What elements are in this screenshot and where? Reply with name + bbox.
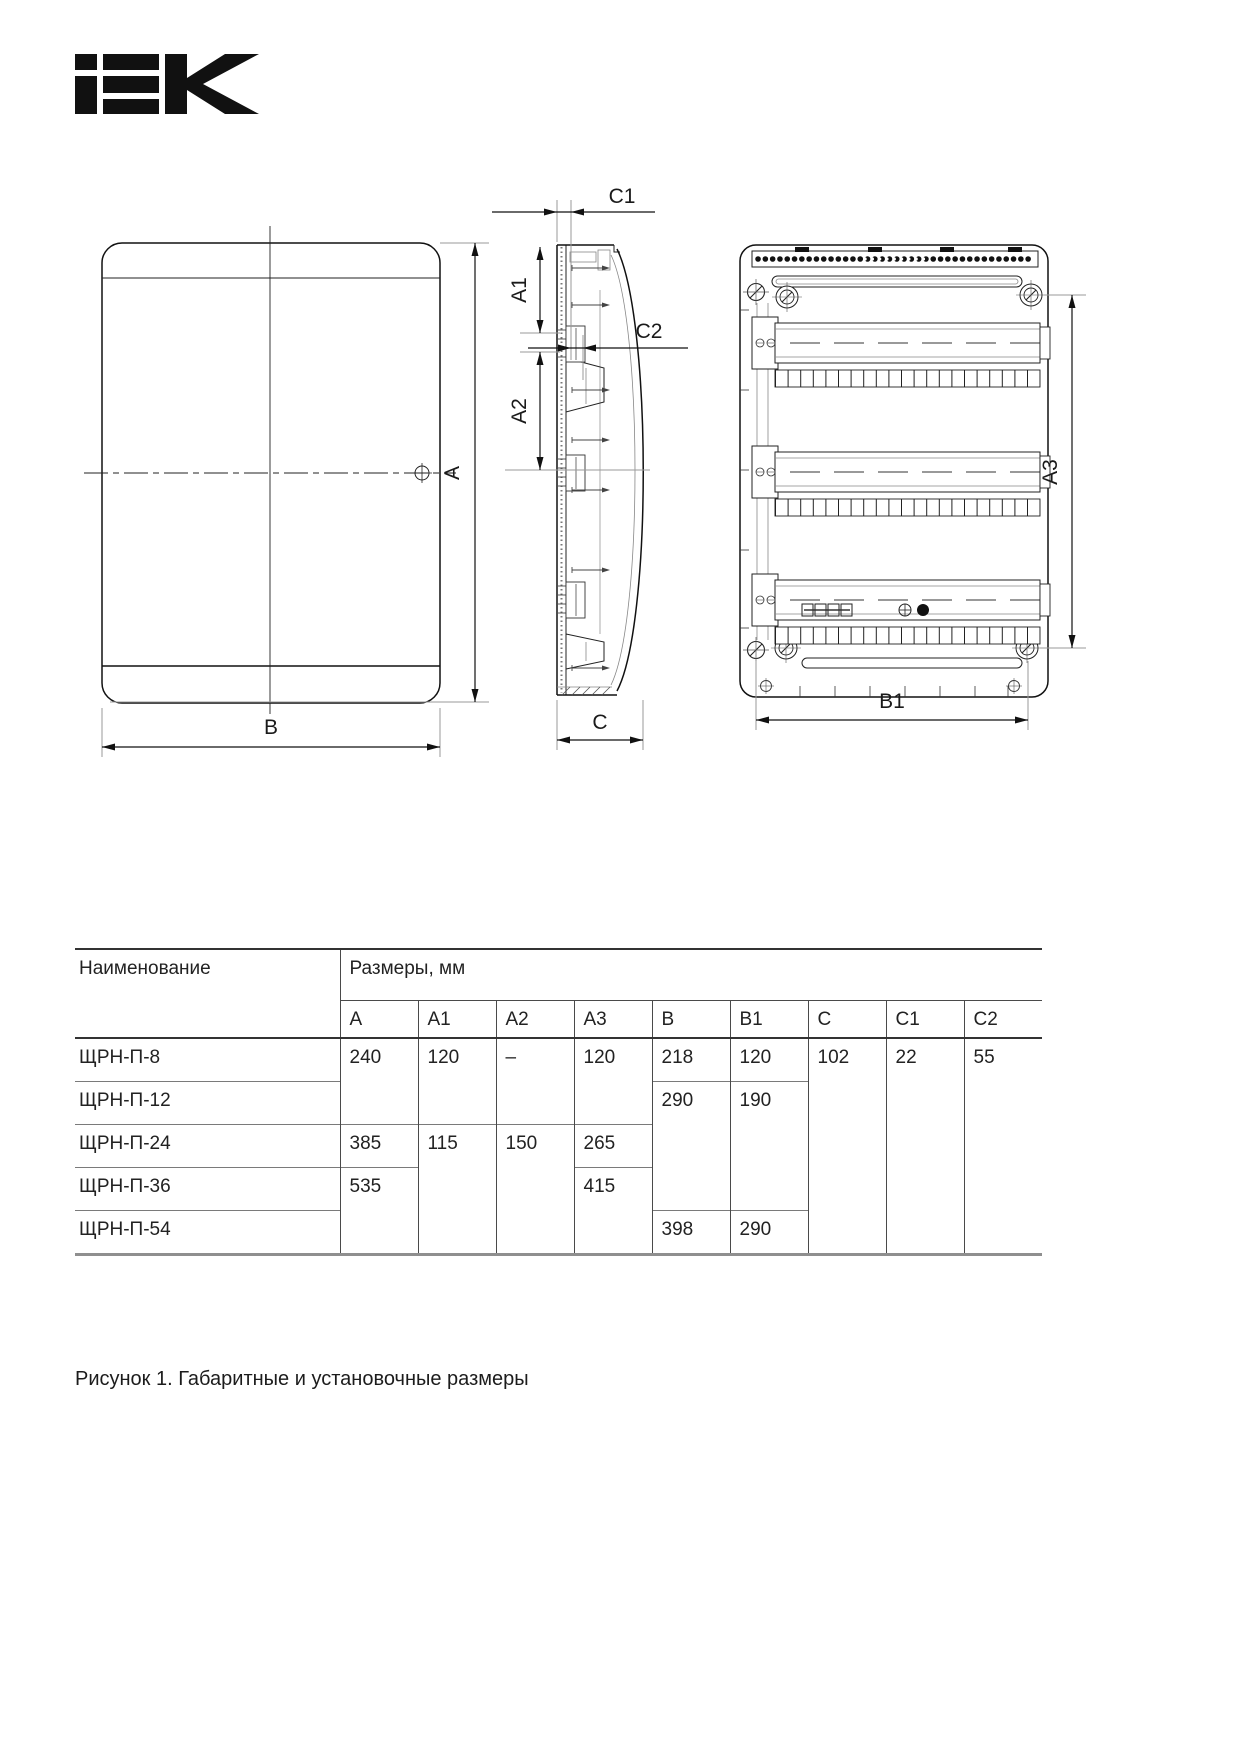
dim-label-b: B: [263, 716, 279, 739]
cell-B: 218: [652, 1038, 730, 1082]
table-header-row-1: [75, 949, 1042, 1001]
cell-B: 398: [652, 1211, 730, 1255]
cell-C: 102: [808, 1038, 886, 1255]
cell-A1: 120: [418, 1038, 496, 1125]
header-name: Наименование: [79, 958, 211, 979]
col-header-A3: A3: [574, 1001, 652, 1039]
cell-A3: 265: [574, 1125, 652, 1168]
header-sizes: Размеры, мм: [340, 949, 1042, 1001]
dimension-C: [557, 700, 643, 750]
cell-A2: 150: [496, 1125, 574, 1255]
col-header-A: A: [340, 1001, 418, 1039]
dimension-C2: [528, 320, 688, 380]
table-row: [75, 1038, 1042, 1082]
col-header-B: B: [652, 1001, 730, 1039]
dim-label-a1: A1: [508, 277, 531, 303]
dim-label-b1: B1: [879, 690, 905, 713]
col-header-A1: A1: [418, 1001, 496, 1039]
cell-A: 385: [340, 1125, 418, 1168]
cell-C2: 55: [964, 1038, 1042, 1255]
vent-band: [752, 247, 1038, 267]
cell-name: ЩРН-П-24: [75, 1125, 340, 1168]
left-ticks: [740, 310, 749, 628]
cell-C1: 22: [886, 1038, 964, 1255]
dim-label-a2: A2: [508, 398, 531, 424]
dimension-drawing: [0, 0, 1237, 800]
cell-name: ЩРН-П-36: [75, 1168, 340, 1211]
dimension-A1: [508, 247, 560, 333]
col-header-C: C: [808, 1001, 886, 1039]
col-header-A2: A2: [496, 1001, 574, 1039]
dimensions-table: [75, 948, 1042, 1256]
cell-B1: 190: [730, 1082, 808, 1211]
cell-name: ЩРН-П-54: [75, 1211, 340, 1255]
dimension-B: [102, 708, 440, 757]
cell-name: ЩРН-П-8: [75, 1038, 340, 1082]
dimension-A2: [505, 352, 650, 470]
rear-view-drawing: [740, 245, 1086, 730]
dim-label-c: C: [592, 711, 608, 734]
door-handle-mark: [412, 463, 432, 483]
dimension-A: [110, 243, 489, 702]
cell-A3: 120: [574, 1038, 652, 1125]
dim-label-c2: C2: [635, 320, 663, 343]
cell-B: 290: [652, 1082, 730, 1211]
cell-B1: 290: [730, 1211, 808, 1255]
bottom-hatch: [562, 687, 610, 695]
cell-A: 240: [340, 1038, 418, 1125]
dimension-B1: [756, 661, 1028, 730]
dim-label-c1: C1: [608, 185, 636, 208]
front-view-drawing: [84, 226, 489, 757]
cell-A1: 115: [418, 1125, 496, 1255]
side-view-drawing: [492, 185, 688, 750]
col-header-B1: B1: [730, 1001, 808, 1039]
cell-A3: 415: [574, 1168, 652, 1255]
col-header-C1: C1: [886, 1001, 964, 1039]
cell-A: 535: [340, 1168, 418, 1255]
cell-name: ЩРН-П-12: [75, 1082, 340, 1125]
dim-label-a: A: [441, 465, 464, 481]
dim-label-a3: A3: [1039, 459, 1062, 485]
cell-B1: 120: [730, 1038, 808, 1082]
cell-A2: –: [496, 1038, 574, 1125]
figure-caption: Рисунок 1. Габаритные и установочные размеры: [75, 1368, 529, 1390]
col-header-C2: C2: [964, 1001, 1042, 1039]
